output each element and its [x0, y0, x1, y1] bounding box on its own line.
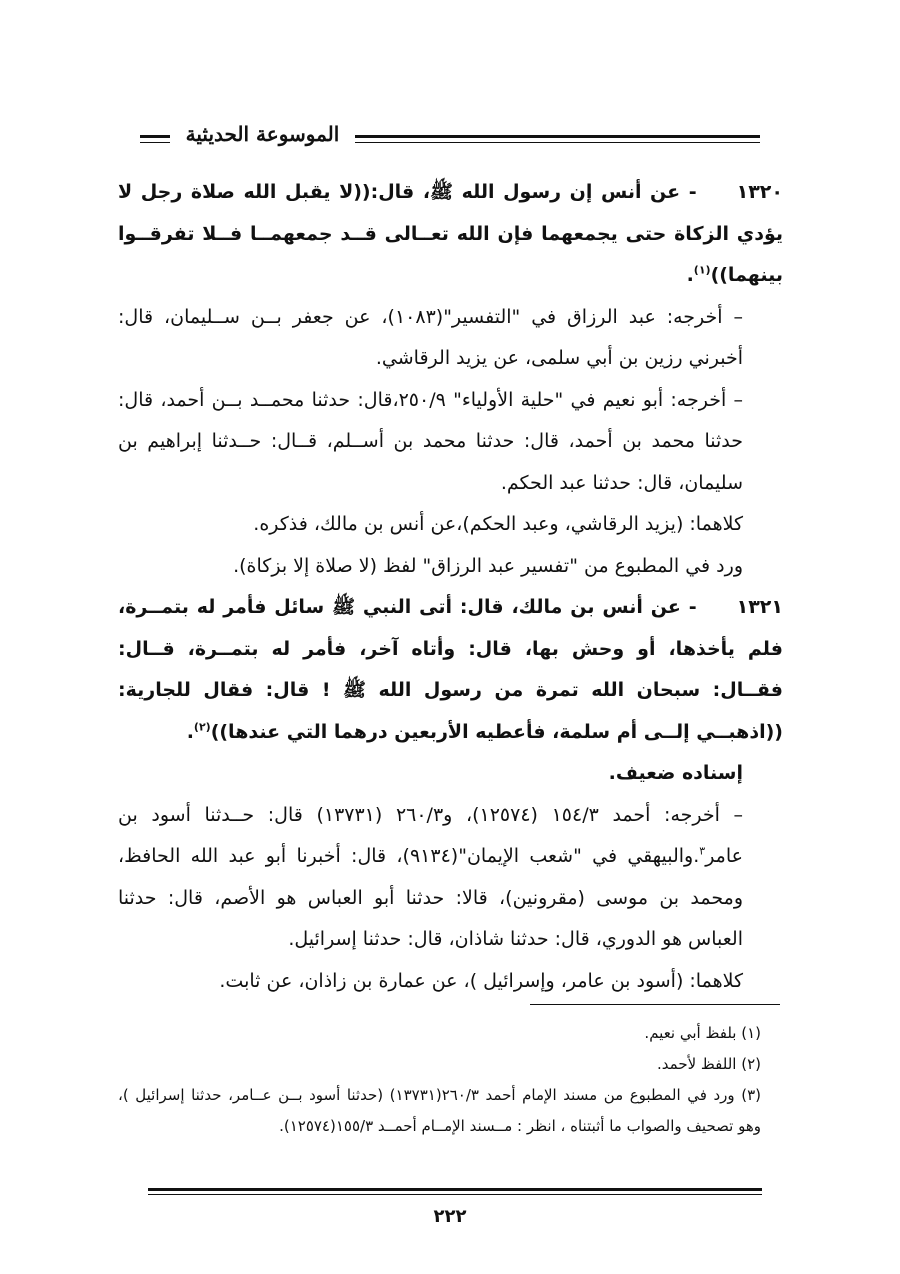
hadith-1320 — [118, 172, 783, 297]
page-number: ٢٢٢ — [433, 1206, 467, 1227]
footnote-ref-2[interactable]: (٢) — [193, 720, 211, 734]
bottom-rule-thin — [148, 1194, 762, 1195]
note-paragraph: ورد في المطبوع من "تفسير عبد الرزاق" لفظ (لا صلاة إلا بزكاة). — [233, 554, 743, 577]
takhrij-3-after: .والبيهقي في "شعب الإيمان"(٩١٣٤)، قال: أخبرنا أبو عبد الله الحافظ، ومحمد بن موسى (مقرونين)، قالا: حدثنا أبو العباس هو الأصم، قال: حدثنا العباس هو الدوري، قال: حدثنا شاذان، قال: حدثنا إسرائيل. — [118, 845, 743, 950]
takhrij-paragraph-1: – أخرجه: عبد الرزاق في "التفسير"(١٠٨٣)، عن جعفر بــن ســليمان، قال: أخبرني رزين بن أبي سلمى، عن يزيد الرقاشي. — [118, 305, 743, 369]
hadith-1321-tail: . — [186, 720, 194, 743]
footnote-separator — [530, 1004, 780, 1005]
header-title: الموسوعة الحديثية — [170, 122, 355, 146]
takhrij-paragraph-3 — [118, 795, 783, 961]
footnote-1: (١) بلفظ أبي نعيم. — [644, 1024, 761, 1042]
bottom-rule-thick — [148, 1188, 762, 1191]
footnote-2: (٢) اللفظ لأحمد. — [657, 1055, 761, 1073]
footnotes — [118, 1018, 783, 1142]
summary-paragraph-2: كلاهما: (أسود بن عامر، وإسرائيل )، عن عمارة بن زاذان، عن ثابت. — [219, 969, 743, 992]
takhrij-paragraph-2: – أخرجه: أبو نعيم في "حلية الأولياء" ٢٥٠/٩،قال: حدثنا محمــد بــن أحمد، قال: حدثنا محمد بن أحمد، قال: حدثنا محمد بن أســلم، قــال: حــدثنا إبراهيم بن سليمان، قال: حدثنا عبد الحكم. — [118, 388, 743, 494]
footnote-ref-3[interactable]: ٣ — [699, 844, 706, 858]
header-rule-right-thick — [355, 135, 760, 138]
header-rule-right-thin — [355, 142, 760, 143]
isnad-grading: إسناده ضعيف. — [608, 762, 743, 784]
hadith-1320-tail: . — [686, 264, 694, 286]
summary-paragraph-1: كلاهما: (يزيد الرقاشي، وعبد الحكم)،عن أنس بن مالك، فذكره. — [253, 513, 743, 535]
hadith-1320-text: ١٣٢٠- عن أنس إن رسول الله ﷺ، قال:((لا يقبل الله صلاة رجل لا يؤدي الزكاة حتى يجمعهما فإن الله تعــالى قــد جمعهمــا فــلا تفرقــوا بينهما)) — [118, 181, 783, 286]
hadith-1321-text: ١٣٢١- عن أنس بن مالك، قال: أتى النبي ﷺ سائل فأمر له بتمــرة، فلم يأخذها، أو وحش بها، قال: وأتاه آخر، فأمر له بتمــرة، قــال: فقــال: سبحان الله تمرة من رسول الله ﷺ ! قال: فقال للجارية: ((اذهبــي إلــى أم سلمة، فأعطيه الأربعين درهما التي عندها)) — [118, 596, 783, 743]
takhrij-3-before: – أخرجه: أحمد ١٥٤/٣ (١٢٥٧٤)، و٢٦٠/٣ (١٣٧٣١) قال: حــدثنا أسود بن عامر — [118, 803, 744, 867]
running-header — [140, 118, 760, 162]
header-rule-left-thin — [140, 142, 170, 143]
header-rule-left-thick — [140, 135, 170, 138]
footnote-ref-1[interactable]: (١) — [693, 263, 711, 277]
main-text — [118, 172, 783, 1002]
footnote-3: (٣) ورد في المطبوع من مسند الإمام أحمد ٢٦٠/٣(١٣٧٣١) (حدثنا أسود بــن عــامر، حدثنا إسرائيل )، وهو تصحيف والصواب ما أثبتناه ، انظر : مــسند الإمــام أحمــد ١٥٥/٣(١٢٥٧٤). — [118, 1086, 762, 1135]
hadith-1321 — [118, 587, 783, 753]
